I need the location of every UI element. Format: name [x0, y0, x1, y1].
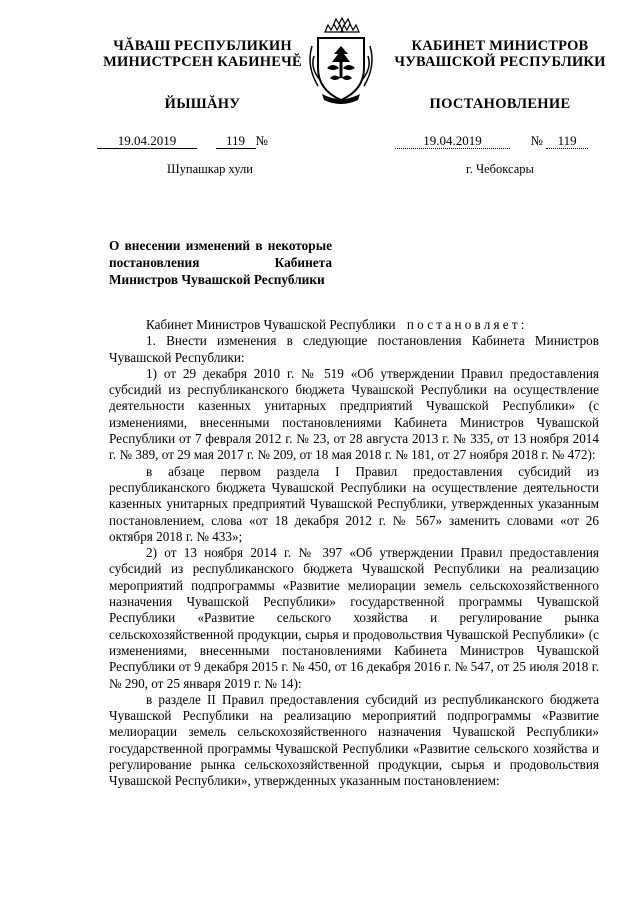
right-num-sign: №: [530, 133, 543, 148]
paragraph-5: в разделе II Правил предоставления субсидий из республиканского бюджета Чувашской Республики на реализацию мероприятий подпрограммы «Развитие мелиорации земель сельскохозяйственного назначения Чувашской Республики» государственной программы Чувашской Республики «Развитие сельского хозяйства и регулирование рынка сельскохозяйственной продукции, сырья и продовольствия Чувашской Республики», утвержденных указанным постановлением:: [109, 691, 599, 789]
left-doctype: ЙЫШĂНУ: [164, 96, 241, 112]
document-subject: О внесении изменений в некоторые постановления Кабинета Министров Чувашской Республики: [109, 238, 332, 287]
header-right-line2: ЧУВАШСКОЙ РЕСПУБЛИКИ: [394, 54, 606, 70]
right-number: 119: [546, 133, 588, 149]
header-left-line1: ЧĂВАШ РЕСПУБЛИКИН: [113, 38, 292, 54]
header-left-title: [95, 38, 310, 70]
opening-prefix: Кабинет Министров Чувашской Республики: [146, 317, 396, 332]
opening-verb: постановляет:: [406, 317, 528, 332]
left-city: Шупашкар хули: [167, 162, 253, 176]
coat-of-arms-emblem: [300, 16, 382, 106]
left-num-sign: №: [255, 133, 268, 148]
document-body: [109, 317, 599, 790]
header-right-title: [390, 38, 610, 70]
paragraph-4: 2) от 13 ноября 2014 г. № 397 «Об утверждении Правил предоставления субсидий из республиканского бюджета Чувашской Республики на реализацию мероприятий подпрограммы «Развитие мелиорации земель сельскохозяйственного назначения Чувашской Республики» государственной программы Чувашской Республики «Развитие сельского хозяйства и регулирование рынка сельскохозяйственной продукции, сырья и продовольствия Чувашской Республики» (с изменениями, внесенными постановлениями Кабинета Министров Чувашской Республики от 9 декабря 2015 г. № 450, от 16 декабря 2016 г. № 547, от 25 июля 2018 г. № 290, от 25 января 2019 г. № 14):: [109, 545, 599, 691]
right-date: 19.04.2019: [395, 133, 510, 149]
right-city: г. Чебоксары: [466, 162, 534, 176]
right-reference-line: [395, 133, 610, 149]
header-left-line2: МИНИСТРСЕН КАБИНЕЧĔ: [103, 54, 302, 70]
header-right-line1: КАБИНЕТ МИНИСТРОВ: [411, 38, 589, 54]
paragraph-3: в абзаце первом раздела I Правил предоставления субсидий из республиканского бюджета Чувашской Республики на осуществление деятельности казенных унитарных предприятий Чувашской Республики, утвержденных указанным постановлением, слова «от 18 декабря 2012 г. № 567» заменить словами «от 26 октября 2018 г. № 433»;: [109, 463, 599, 544]
opening-paragraph: [109, 317, 599, 333]
paragraph-1: 1. Внести изменения в следующие постановления Кабинета Министров Чувашской Республики:: [109, 333, 599, 365]
left-reference-line: [97, 133, 312, 149]
paragraph-2: 1) от 29 декабря 2010 г. № 519 «Об утверждении Правил предоставления субсидий из республиканского бюджета Чувашской Республики на осуществление деятельности казенных унитарных предприятий Чувашской Республики» (с изменениями, внесенными постановлениями Кабинета Министров Чувашской Республики от 7 февраля 2012 г. № 23, от 28 августа 2013 г. № 335, от 13 ноября 2014 г. № 389, от 29 мая 2017 г. № 209, от 18 мая 2018 г. № 181, от 27 ноября 2018 г. № 472):: [109, 365, 599, 463]
right-doctype: ПОСТАНОВЛЕНИЕ: [429, 96, 571, 112]
left-number: 119: [216, 133, 256, 149]
left-date: 19.04.2019: [97, 133, 197, 149]
